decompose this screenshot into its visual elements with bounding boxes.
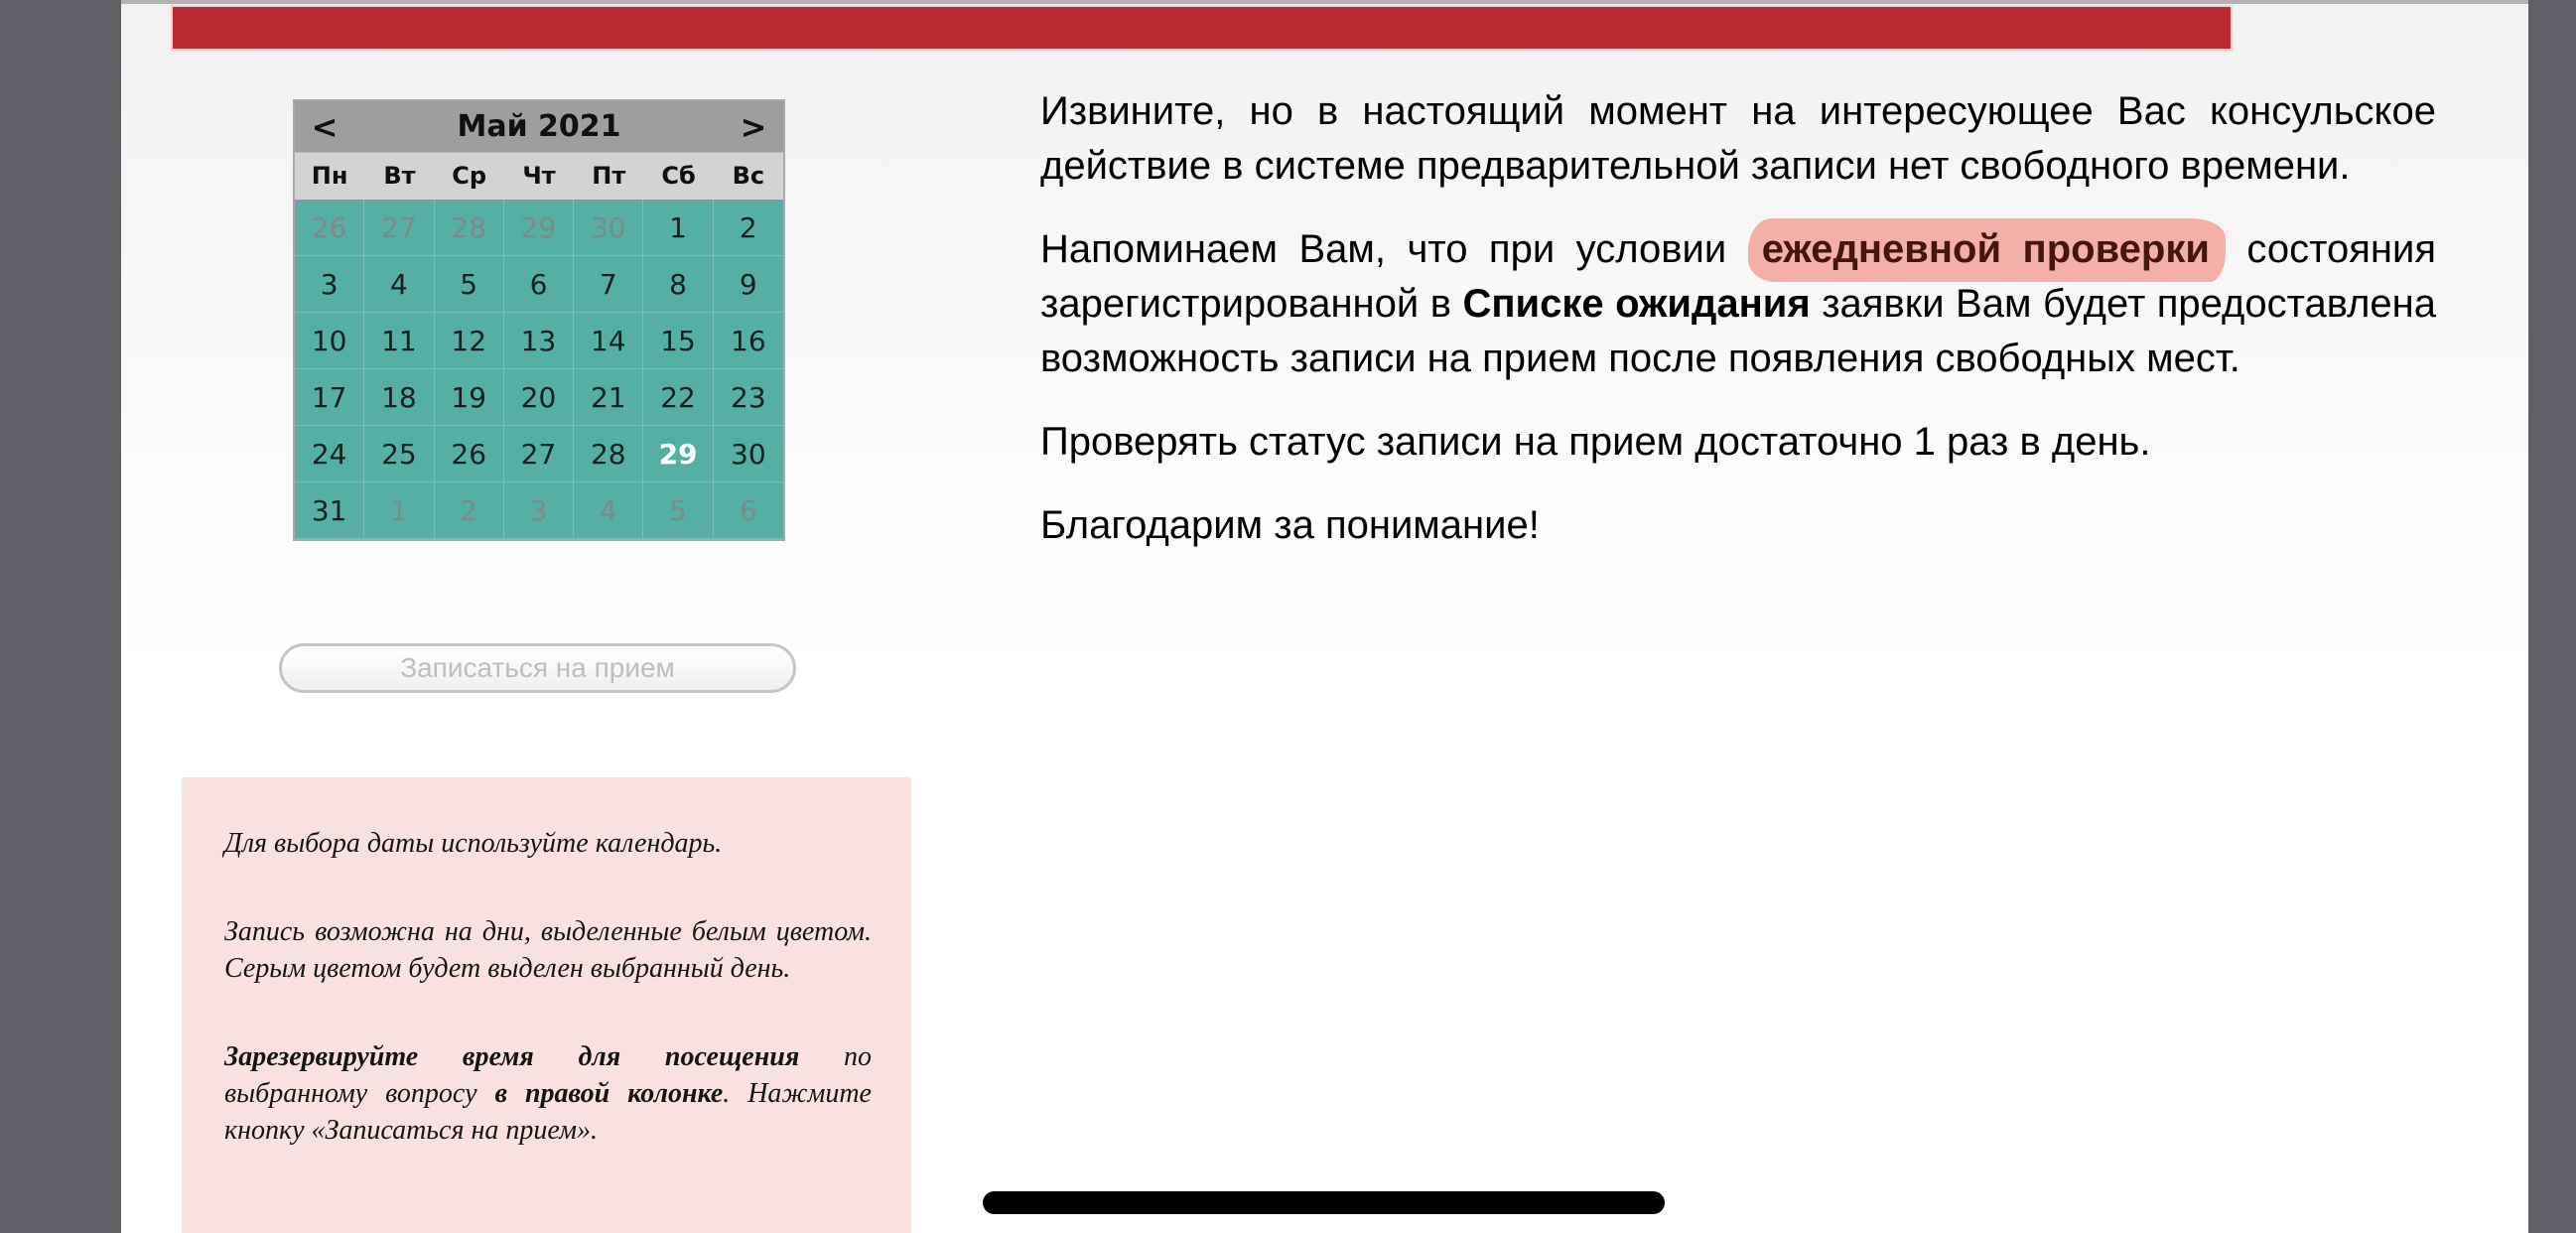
book-appointment-button[interactable]: Записаться на прием xyxy=(279,643,796,693)
calendar-day[interactable]: 2 xyxy=(435,482,504,539)
calendar-day[interactable]: 17 xyxy=(295,369,364,426)
calendar-day[interactable]: 28 xyxy=(435,200,504,256)
calendar-day-grid xyxy=(295,200,783,539)
instructions-paragraph-1: Для выбора даты используйте календарь. xyxy=(224,828,723,859)
calendar-prev-month-button[interactable]: < xyxy=(311,107,339,146)
instructions-text-end: . Нажмите кнопку «Записаться на прием». xyxy=(224,1078,872,1146)
calendar-day[interactable]: 26 xyxy=(295,200,364,256)
calendar-weekday-row xyxy=(295,152,783,200)
calendar-day[interactable]: 5 xyxy=(435,256,504,313)
calendar-day[interactable]: 4 xyxy=(364,256,434,313)
calendar-day[interactable]: 26 xyxy=(435,426,504,482)
calendar-day[interactable]: 20 xyxy=(504,369,574,426)
calendar-day[interactable]: 29 xyxy=(504,200,574,256)
calendar-day[interactable]: 19 xyxy=(435,369,504,426)
notice-paragraph-3: Проверять статус записи на прием достаточно 1 раз в день. xyxy=(1040,420,2151,464)
calendar-day[interactable]: 13 xyxy=(504,313,574,369)
calendar-weekday-label: Пт xyxy=(592,162,626,190)
calendar-weekday-label: Чт xyxy=(522,162,556,190)
no-slots-notice xyxy=(1040,84,2436,582)
calendar-day[interactable]: 6 xyxy=(504,256,574,313)
top-divider-line xyxy=(121,0,2528,4)
date-picker-calendar xyxy=(293,99,785,541)
instructions-bold-reserve: Зарезервируйте время для посещения xyxy=(224,1041,800,1072)
calendar-day[interactable]: 8 xyxy=(643,256,713,313)
calendar-day[interactable]: 6 xyxy=(714,482,783,539)
home-indicator-bar[interactable] xyxy=(983,1191,1665,1214)
calendar-day[interactable]: 15 xyxy=(643,313,713,369)
calendar-day[interactable]: 9 xyxy=(714,256,783,313)
calendar-day[interactable]: 14 xyxy=(574,313,643,369)
calendar-day[interactable]: 22 xyxy=(643,369,713,426)
notice-text: Напоминаем Вам, что при условии xyxy=(1040,227,1748,271)
calendar-day[interactable]: 4 xyxy=(574,482,643,539)
notice-text: заявки Вам будет предоставлена возможность записи на прием после появления свободных мест. xyxy=(1040,282,2436,380)
notice-paragraph-1: Извините, но в настоящий момент на интересующее Вас консульское действие в системе предварительной записи нет свободного времени. xyxy=(1040,89,2436,188)
notice-text: состояния зарегистрированной в xyxy=(1040,227,2436,326)
right-edge-strip xyxy=(2528,0,2576,1233)
calendar-day[interactable]: 29 xyxy=(643,426,713,482)
calendar-day[interactable]: 1 xyxy=(643,200,713,256)
calendar-day[interactable]: 24 xyxy=(295,426,364,482)
calendar-weekday-label: Пн xyxy=(311,162,348,190)
calendar-day[interactable]: 12 xyxy=(435,313,504,369)
waiting-list-bold: Списке ожидания xyxy=(1462,282,1811,326)
calendar-next-month-button[interactable]: > xyxy=(740,107,767,146)
calendar-day[interactable]: 2 xyxy=(714,200,783,256)
calendar-day[interactable]: 21 xyxy=(574,369,643,426)
calendar-day[interactable]: 18 xyxy=(364,369,434,426)
calendar-day[interactable]: 28 xyxy=(574,426,643,482)
notice-paragraph-4: Благодарим за понимание! xyxy=(1040,503,1540,547)
calendar-day[interactable]: 11 xyxy=(364,313,434,369)
instructions-paragraph-2: Запись возможна на дни, выделенные белым цветом. Серым цветом будет выделен выбранный день. xyxy=(224,916,872,984)
calendar-month-title: Май 2021 xyxy=(457,109,621,144)
left-edge-strip xyxy=(0,0,121,1233)
calendar-day[interactable]: 31 xyxy=(295,482,364,539)
calendar-day[interactable]: 27 xyxy=(364,200,434,256)
calendar-day[interactable]: 10 xyxy=(295,313,364,369)
calendar-weekday-label: Ср xyxy=(452,162,487,190)
calendar-instructions-box xyxy=(182,777,911,1233)
instructions-text: по выбранному вопросу xyxy=(224,1041,873,1109)
notice-paragraph-2 xyxy=(1040,222,2436,386)
calendar-day[interactable]: 30 xyxy=(574,200,643,256)
calendar-day[interactable]: 3 xyxy=(295,256,364,313)
calendar-day[interactable]: 3 xyxy=(504,482,574,539)
calendar-day[interactable]: 25 xyxy=(364,426,434,482)
calendar-weekday-label: Сб xyxy=(661,162,696,190)
calendar-day[interactable]: 30 xyxy=(714,426,783,482)
calendar-day[interactable]: 23 xyxy=(714,369,783,426)
calendar-day[interactable]: 1 xyxy=(364,482,434,539)
calendar-weekday-label: Вт xyxy=(383,162,416,190)
calendar-day[interactable]: 5 xyxy=(643,482,713,539)
calendar-day[interactable]: 16 xyxy=(714,313,783,369)
calendar-header xyxy=(295,101,783,152)
calendar-day[interactable]: 27 xyxy=(504,426,574,482)
daily-check-highlight: ежедневной проверки xyxy=(1748,218,2226,282)
header-red-bar xyxy=(171,5,2233,51)
calendar-weekday-label: Вс xyxy=(732,162,765,190)
instructions-bold-right-column: в правой колонке xyxy=(494,1078,724,1109)
calendar-day[interactable]: 7 xyxy=(574,256,643,313)
instructions-paragraph-3 xyxy=(224,1038,872,1149)
